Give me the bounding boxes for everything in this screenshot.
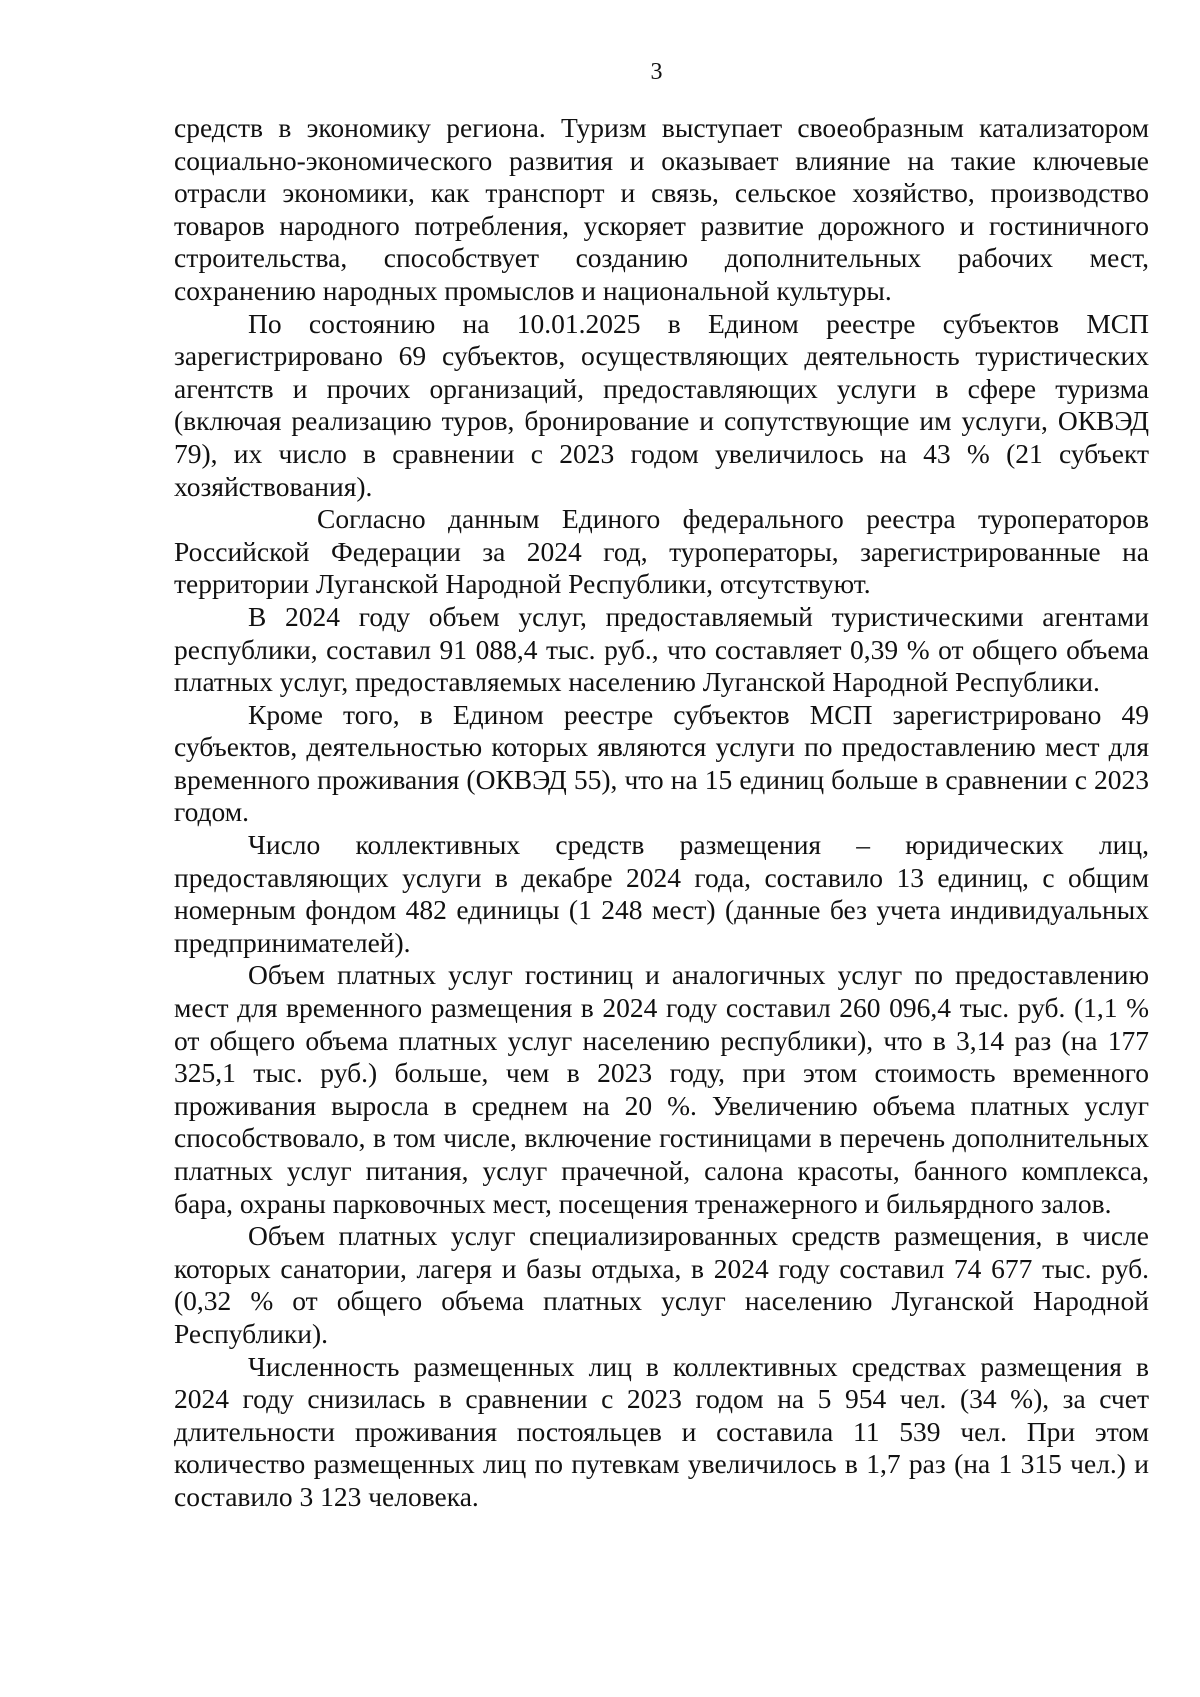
paragraph-tourist-agents-services-volume: В 2024 году объем услуг, предоставляемый туристическими агентами республики, составил 91 088,4 тыс. руб., что составляет 0,39 % от общего объема платных услуг, предоставляемых населению Луганской Народной Республики. <box>174 600 1149 698</box>
paragraph-specialized-accommodation: Объем платных услуг специализированных средств размещения, в числе которых санатории, лагеря и базы отдыха, в 2024 году составил 74 677 тыс. руб. (0,32 % от общего объема платных услуг населению Луганской Народной Республики). <box>174 1220 1149 1349</box>
paragraph-guests-number: Численность размещенных лиц в коллективных средствах размещения в 2024 году снизилась в сравнении с 2023 годом на 5 954 чел. (34 %), за счет длительности проживания постояльцев и составила 11 539 чел. При этом количество размещенных лиц по путевкам увеличилось в 1,7 раз (на 1 315 чел.) и составило 3 123 человека. <box>174 1350 1149 1512</box>
paragraph-accommodation-subjects: Кроме того, в Едином реестре субъектов МСП зарегистрировано 49 субъектов, деятельностью которых являются услуги по предоставлению мест для временного проживания (ОКВЭД 55), что на 15 единиц больше в сравнении с 2023 годом. <box>174 698 1149 828</box>
document-body <box>174 112 1149 1514</box>
paragraph-msp-tourism-agencies: По состоянию на 10.01.2025 в Едином реестре субъектов МСП зарегистрировано 69 субъектов, осуществляющих деятельность туристических агентств и прочих организаций, предоставляющих услуги в сфере туризма (включая реализацию туров, бронирование и сопутствующие им услуги, ОКВЭД 79), их число в сравнении с 2023 годом увеличилось на 43 % (21 субъект хозяйствования). <box>174 307 1149 502</box>
page-number: 3 <box>650 59 663 85</box>
paragraph-hotel-services-volume: Объем платных услуг гостиниц и аналогичных услуг по предоставлению мест для временного размещения в 2024 году составил 260 096,4 тыс. руб. (1,1 % от общего объема платных услуг населению республики), что в 3,14 раз (на 177 325,1 тыс. руб.) больше, чем в 2023 году, при этом стоимость временного проживания выросла в среднем на 20 %. Увеличению объема платных услуг способствовало, в том числе, включение гостиницами в перечень дополнительных платных услуг питания, услуг прачечной, салона красоты, банного комплекса, бара, охраны парковочных мест, посещения тренажерного и бильярдного залов. <box>174 959 1149 1219</box>
paragraph-collective-accommodation: Число коллективных средств размещения – юридических лиц, предоставляющих услуги в декабре 2024 года, составило 13 единиц, с общим номерным фондом 482 единицы (1 248 мест) (данные без учета индивидуальных предпринимателей). <box>174 829 1149 958</box>
paragraph-tour-operators-registry: Согласно данным Единого федерального реестра туроператоров Российской Федерации за 2024 год, туроператоры, зарегистрированные на территории Луганской Народной Республики, отсутствуют. <box>174 503 1149 600</box>
paragraph-tourism-catalyst: средств в экономику региона. Туризм выступает своеобразным катализатором социально-экономического развития и оказывает влияние на такие ключевые отрасли экономики, как транспорт и связь, сельское хозяйство, производство товаров народного потребления, ускоряет развитие дорожного и гостиничного строительства, способствует созданию дополнительных рабочих мест, сохранению народных промыслов и национальной культуры. <box>174 112 1149 306</box>
